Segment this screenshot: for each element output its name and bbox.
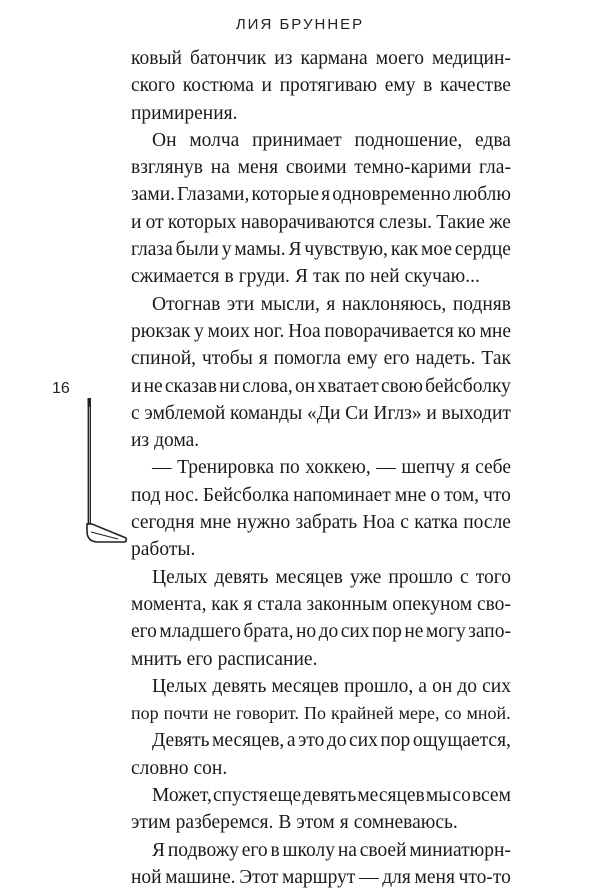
word: его bbox=[186, 648, 213, 670]
word: в bbox=[270, 839, 280, 861]
hockey-stick-icon bbox=[78, 398, 128, 548]
running-head: ЛИЯ БРУННЕР bbox=[235, 16, 365, 33]
text-line bbox=[131, 864, 511, 891]
word: так bbox=[312, 266, 340, 288]
word: до bbox=[318, 621, 339, 643]
word: уже bbox=[349, 566, 382, 588]
word: на bbox=[210, 157, 230, 179]
word: ского bbox=[131, 75, 176, 97]
word: «Ди bbox=[306, 402, 341, 424]
word: зами. bbox=[131, 184, 176, 206]
word: Он bbox=[152, 129, 177, 151]
word: для bbox=[382, 866, 411, 888]
word: протягиваю bbox=[279, 75, 378, 97]
word: ощущается, bbox=[412, 730, 511, 752]
text-line bbox=[131, 809, 511, 836]
word: говорит. bbox=[235, 703, 299, 724]
word: — bbox=[376, 457, 396, 479]
word: пор bbox=[131, 703, 159, 724]
word: и bbox=[131, 375, 142, 397]
word: Я bbox=[294, 266, 308, 288]
text-line bbox=[131, 591, 511, 618]
text-line bbox=[131, 618, 511, 645]
word: подвожу bbox=[167, 839, 239, 861]
word: взглянув bbox=[131, 157, 204, 179]
word: в bbox=[224, 266, 234, 288]
word: маршрут bbox=[282, 866, 356, 888]
text-line bbox=[131, 154, 511, 181]
word: Си bbox=[345, 402, 369, 424]
word: со bbox=[444, 703, 462, 724]
word: едва bbox=[475, 129, 511, 151]
word: пор bbox=[371, 621, 402, 643]
word: сказав bbox=[164, 375, 217, 397]
word: мысли, bbox=[260, 293, 320, 315]
word: мне bbox=[199, 512, 232, 534]
word: сих bbox=[482, 675, 511, 697]
text-line bbox=[131, 72, 511, 99]
word: скучаю... bbox=[404, 266, 480, 288]
text-line bbox=[131, 536, 511, 563]
word: не bbox=[143, 375, 163, 397]
word: с bbox=[131, 402, 140, 424]
word: меня bbox=[237, 157, 279, 179]
word: костюма bbox=[182, 75, 254, 97]
word: надеть. bbox=[415, 348, 476, 370]
word: наклоняюсь, bbox=[341, 293, 447, 315]
page-number: 16 bbox=[52, 380, 70, 397]
word: а bbox=[286, 730, 296, 752]
word: девять bbox=[214, 566, 269, 588]
word: Ноа bbox=[362, 512, 395, 534]
word: дома. bbox=[154, 430, 200, 452]
word: глаза bbox=[131, 239, 173, 261]
word: эмблемой bbox=[144, 402, 226, 424]
text-line bbox=[131, 837, 511, 864]
word: мне bbox=[394, 484, 427, 506]
word: ковый bbox=[131, 48, 182, 69]
text-line bbox=[131, 209, 511, 236]
word: Глазами, bbox=[177, 184, 250, 206]
word: моих bbox=[207, 320, 250, 342]
word: стала bbox=[257, 593, 302, 615]
word: девять bbox=[212, 675, 267, 697]
word: он bbox=[294, 375, 316, 397]
text-line bbox=[131, 345, 511, 372]
word: были bbox=[175, 239, 219, 261]
word: он bbox=[432, 675, 453, 697]
word: того bbox=[475, 566, 511, 588]
word: месяцев bbox=[275, 566, 343, 588]
word: его bbox=[383, 348, 410, 370]
word: у bbox=[221, 239, 232, 261]
word: которые bbox=[251, 184, 319, 206]
word: почти bbox=[163, 703, 209, 724]
word: месяцев bbox=[357, 785, 425, 807]
text-line bbox=[131, 673, 511, 700]
word: словно bbox=[131, 757, 189, 779]
word: я bbox=[321, 184, 331, 206]
word: сегодня bbox=[131, 512, 195, 534]
word: нужно bbox=[236, 512, 291, 534]
word: кармана bbox=[300, 48, 368, 69]
word: поворачивается bbox=[324, 320, 454, 342]
text-line bbox=[131, 782, 511, 809]
word: сжимается bbox=[131, 266, 220, 288]
word: том, bbox=[444, 484, 480, 506]
word: наворачиваются bbox=[240, 211, 375, 233]
word: Бейсболка bbox=[202, 484, 290, 506]
word: по bbox=[279, 457, 300, 479]
word: моего bbox=[375, 48, 424, 69]
word: сих bbox=[340, 621, 370, 643]
word: выходит bbox=[441, 402, 511, 424]
word: как bbox=[390, 239, 419, 261]
text-line bbox=[131, 509, 511, 536]
text-line bbox=[131, 755, 511, 782]
word: Я bbox=[152, 839, 166, 861]
word: сон. bbox=[193, 757, 228, 779]
word: подношение, bbox=[354, 129, 463, 151]
word: до bbox=[457, 675, 478, 697]
text-line bbox=[131, 181, 511, 208]
word: как bbox=[211, 593, 239, 615]
word: По bbox=[303, 703, 326, 724]
word: Девять bbox=[152, 730, 210, 752]
word: чтобы bbox=[201, 348, 253, 370]
word: мне bbox=[479, 320, 511, 342]
word: эти bbox=[226, 293, 255, 315]
word: в bbox=[423, 75, 433, 97]
word: девять bbox=[302, 785, 357, 807]
word: батончик bbox=[190, 48, 267, 69]
text-line bbox=[131, 127, 511, 154]
word: брата, bbox=[243, 621, 294, 643]
word: команды bbox=[230, 402, 303, 424]
word: этом bbox=[296, 812, 335, 834]
word: от bbox=[145, 211, 164, 233]
word: прошло bbox=[388, 566, 453, 588]
word: прошло, bbox=[343, 675, 414, 697]
text-line bbox=[131, 454, 511, 481]
word: разберемся. bbox=[175, 812, 274, 834]
word: темно-карими bbox=[354, 157, 472, 179]
text-line bbox=[131, 400, 511, 427]
word: о bbox=[430, 484, 441, 506]
word: месяцев bbox=[271, 675, 339, 697]
word: молча bbox=[189, 129, 240, 151]
word: не bbox=[213, 703, 231, 724]
word: но bbox=[295, 621, 317, 643]
word: медицин- bbox=[432, 48, 511, 69]
text-line bbox=[131, 45, 511, 72]
word: которых bbox=[167, 211, 237, 233]
word: миниатюрн- bbox=[409, 839, 511, 861]
word: что bbox=[483, 484, 511, 506]
word: младшего bbox=[159, 621, 241, 643]
word: еще bbox=[268, 785, 302, 807]
word: сих bbox=[349, 730, 378, 752]
word: же bbox=[489, 211, 511, 233]
text-line bbox=[131, 236, 511, 263]
word: на bbox=[337, 839, 357, 861]
word: мое bbox=[421, 239, 453, 261]
word: — bbox=[359, 866, 379, 888]
word: и bbox=[131, 211, 142, 233]
word: катка bbox=[414, 512, 458, 534]
word: что-то bbox=[458, 866, 511, 888]
text-line bbox=[131, 263, 511, 290]
word: Я bbox=[288, 239, 302, 261]
word: Так bbox=[481, 348, 511, 370]
text-line bbox=[131, 318, 511, 345]
word: сво- bbox=[476, 593, 511, 615]
word: слова, bbox=[242, 375, 293, 397]
word: и bbox=[261, 75, 272, 97]
word: ног. bbox=[253, 320, 285, 342]
word: слезы. bbox=[379, 211, 432, 233]
word: законным bbox=[306, 593, 388, 615]
word: ни bbox=[219, 375, 240, 397]
text-line bbox=[131, 373, 511, 400]
word: из bbox=[274, 48, 293, 69]
word: по bbox=[344, 266, 366, 288]
word: свою bbox=[380, 375, 423, 397]
word: люблю bbox=[452, 184, 511, 206]
word: сомневаюсь. bbox=[353, 812, 458, 834]
word: шепчу bbox=[401, 457, 455, 479]
word: помогла bbox=[273, 348, 341, 370]
word: я bbox=[258, 348, 268, 370]
word: Этот bbox=[239, 866, 279, 888]
word: Целых bbox=[152, 566, 208, 588]
word: своей bbox=[359, 839, 407, 861]
word: Может, bbox=[152, 785, 212, 807]
word: ной bbox=[131, 866, 162, 888]
word: расписание. bbox=[217, 648, 318, 670]
word: спиной, bbox=[131, 348, 197, 370]
word: запо- bbox=[468, 621, 511, 643]
word: его bbox=[131, 621, 157, 643]
word: до bbox=[326, 730, 347, 752]
word: себе bbox=[475, 457, 511, 479]
word: мы bbox=[425, 785, 452, 807]
word: из bbox=[131, 430, 150, 452]
word: примирения. bbox=[131, 102, 238, 124]
word: это bbox=[297, 730, 325, 752]
word: Такие bbox=[436, 211, 485, 233]
word: опекуном bbox=[392, 593, 473, 615]
word: принимает bbox=[252, 129, 342, 151]
word: мере, bbox=[398, 703, 440, 724]
word: одновременно bbox=[332, 184, 451, 206]
word: мной. bbox=[466, 703, 511, 724]
word: рюкзак bbox=[131, 320, 191, 342]
word: я bbox=[460, 457, 470, 479]
text-line bbox=[131, 727, 511, 754]
text-line bbox=[131, 291, 511, 318]
word: бейсболку bbox=[425, 375, 511, 397]
word: под bbox=[131, 484, 161, 506]
word: Ноа bbox=[288, 320, 321, 342]
word: с bbox=[459, 566, 469, 588]
word: Отогнав bbox=[152, 293, 221, 315]
word: спустя bbox=[213, 785, 268, 807]
word: всем bbox=[471, 785, 511, 807]
word: Тренировка bbox=[177, 457, 275, 479]
word: хоккею, bbox=[305, 457, 371, 479]
word: работы. bbox=[131, 539, 196, 561]
word: его bbox=[241, 839, 268, 861]
word: Иглз» bbox=[373, 402, 422, 424]
word: и bbox=[426, 402, 437, 424]
word: школу bbox=[282, 839, 335, 861]
text-line bbox=[131, 100, 511, 127]
text-line bbox=[131, 564, 511, 591]
word: напоминает bbox=[293, 484, 391, 506]
word: машине. bbox=[165, 866, 236, 888]
word: нос. bbox=[164, 484, 199, 506]
word: я bbox=[339, 812, 349, 834]
word: у bbox=[194, 320, 204, 342]
word: груди. bbox=[238, 266, 290, 288]
word: меня bbox=[414, 866, 455, 888]
word: Целых bbox=[152, 675, 208, 697]
word: В bbox=[278, 812, 292, 834]
word: а bbox=[418, 675, 427, 697]
word: месяцев, bbox=[212, 730, 285, 752]
text-line bbox=[131, 646, 511, 673]
word: подняв bbox=[452, 293, 511, 315]
word: с bbox=[400, 512, 409, 534]
word: ему bbox=[384, 75, 416, 97]
text-line bbox=[131, 482, 511, 509]
word: могу bbox=[425, 621, 466, 643]
word: мнить bbox=[131, 648, 182, 670]
word: момента, bbox=[131, 593, 207, 615]
text-line bbox=[131, 427, 511, 454]
word: этим bbox=[131, 812, 171, 834]
word: гла- bbox=[479, 157, 511, 179]
word: хватает bbox=[317, 375, 379, 397]
word: ней bbox=[370, 266, 400, 288]
word: я bbox=[326, 293, 336, 315]
word: своими bbox=[285, 157, 347, 179]
word: ко bbox=[457, 320, 476, 342]
word: качестве bbox=[440, 75, 511, 97]
word: чувствую, bbox=[304, 239, 388, 261]
text-line bbox=[131, 700, 511, 727]
word: не bbox=[404, 621, 424, 643]
word: пор bbox=[380, 730, 411, 752]
word: сердце bbox=[454, 239, 511, 261]
body-text bbox=[131, 45, 511, 891]
word: после bbox=[463, 512, 511, 534]
word: я bbox=[243, 593, 253, 615]
word: — bbox=[152, 457, 172, 479]
word: ему bbox=[346, 348, 378, 370]
word: крайней bbox=[330, 703, 394, 724]
word: забрать bbox=[295, 512, 358, 534]
word: со bbox=[452, 785, 471, 807]
word: мамы. bbox=[234, 239, 286, 261]
